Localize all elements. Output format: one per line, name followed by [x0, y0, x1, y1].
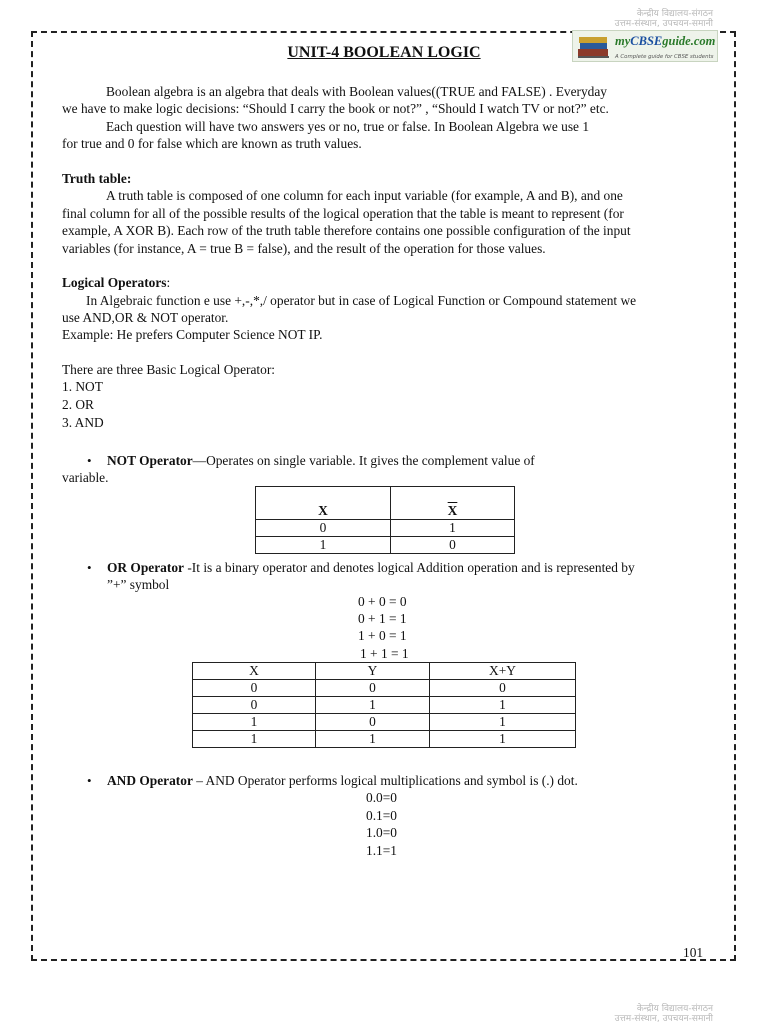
- logo-tagline: A Complete guide for CBSE students: [615, 54, 714, 60]
- logical-operators-heading: [62, 274, 170, 292]
- page-number: 101: [683, 945, 704, 960]
- table-header-row: [193, 663, 576, 680]
- and-equation: 1.0=0: [366, 825, 397, 840]
- table-cell: 0: [316, 714, 430, 731]
- and-operator-name: AND Operator: [107, 773, 193, 788]
- table-cell: 0: [193, 680, 316, 697]
- intro-line-3: Each question will have two answers yes or no, true or false. In Boolean Algebra we use 1: [106, 119, 590, 134]
- or-operator-desc: -It is a binary operator and denotes logical Addition operation and is represented by: [183, 560, 635, 575]
- watermark-top-line2: उत्तम-संस्थान, उपचयन-समानी: [614, 19, 713, 29]
- table-cell: 0: [256, 520, 391, 537]
- or-truth-table: [192, 662, 576, 748]
- watermark-bottom: [560, 1004, 713, 1024]
- page-title: UNIT-4 BOOLEAN LOGIC: [287, 44, 481, 61]
- not-header-x: X: [318, 503, 328, 518]
- logo-brand-suffix: guide.com: [662, 34, 716, 48]
- or-operator-line: [107, 559, 635, 577]
- table-header-cell: [391, 487, 515, 520]
- logical-operators-heading-text: Logical Operators: [62, 275, 167, 290]
- table-row: [256, 520, 515, 537]
- or-bullet: •: [87, 560, 92, 575]
- or-operator-name: OR Operator: [107, 560, 184, 575]
- table-cell: 1: [316, 731, 430, 748]
- truth-table-heading-text: Truth table:: [62, 171, 132, 186]
- and-equation: 1.1=1: [366, 843, 397, 858]
- intro-line-4: for true and 0 for false which are known as truth values.: [62, 136, 362, 151]
- table-row: [193, 697, 576, 714]
- truth-table-line-3: example, A XOR B). Each row of the truth table therefore contains one possible configuration of the input: [62, 223, 631, 238]
- not-truth-table: [255, 486, 515, 554]
- table-row: [256, 537, 515, 554]
- logo-brand-prefix: my: [615, 34, 631, 48]
- logo-brand-main: CBSE: [630, 34, 663, 48]
- table-header-cell: X+Y: [430, 663, 576, 680]
- table-cell: 0: [193, 697, 316, 714]
- truth-table-line-2: final column for all of the possible results of the logical operation that the table is meant to represent (for: [62, 206, 624, 221]
- not-operator-desc: —Operates on single variable. It gives the complement value of: [192, 453, 535, 468]
- table-cell: 0: [391, 537, 515, 554]
- table-cell: 0: [316, 680, 430, 697]
- not-header-x-bar: $\overline{X}$: [447, 503, 458, 518]
- logical-operators-line-3: Example: He prefers Computer Science NOT IP.: [62, 327, 323, 342]
- not-operator-name: NOT Operator: [107, 453, 193, 468]
- watermark-top: [560, 9, 713, 29]
- or-equation: 0 + 0 = 0: [358, 594, 407, 609]
- table-row: [193, 680, 576, 697]
- truth-table-heading: [62, 170, 131, 188]
- operator-list-item: 2. OR: [62, 397, 94, 412]
- not-operator-line: [107, 452, 535, 470]
- table-cell: 1: [430, 731, 576, 748]
- and-operator-desc: – AND Operator performs logical multiplications and symbol is (.) dot.: [192, 773, 578, 788]
- table-cell: 1: [430, 714, 576, 731]
- watermark-bottom-line2: उत्तम-संस्थान, उपचयन-समानी: [614, 1014, 713, 1024]
- operator-list-item: 1. NOT: [62, 379, 103, 394]
- intro-line-2: we have to make logic decisions: “Should I carry the book or not?” , “Should I watch TV or not?” etc.: [62, 101, 609, 116]
- intro-line-1: Boolean algebra is an algebra that deals with Boolean values((TRUE and FALSE) . Everyday: [106, 84, 608, 99]
- table-cell: 1: [193, 731, 316, 748]
- table-row: [193, 714, 576, 731]
- table-header-cell: Y: [316, 663, 430, 680]
- watermark-bottom-line1: केन्द्रीय विद्यालय-संगठन: [636, 1004, 713, 1014]
- and-operator-line: [107, 772, 578, 790]
- logical-operators-colon: :: [166, 275, 171, 290]
- table-cell: 1: [193, 714, 316, 731]
- logical-operators-line-2: use AND,OR & NOT operator.: [62, 310, 229, 325]
- table-cell: 1: [430, 697, 576, 714]
- truth-table-line-4: variables (for instance, A = true B = false), and the result of the operation for those values.: [62, 241, 546, 256]
- table-cell: 1: [316, 697, 430, 714]
- logical-operators-line-1: In Algebraic function e use +,-,*,/ operator but in case of Logical Function or Compound statement we: [86, 293, 637, 308]
- truth-table-line-1: A truth table is composed of one column for each input variable (for example, A and B), and one: [106, 188, 623, 203]
- or-equation: 0 + 1 = 1: [358, 611, 407, 626]
- table-header-cell: [256, 487, 391, 520]
- and-equation: 0.1=0: [366, 808, 397, 823]
- table-row: [193, 731, 576, 748]
- table-cell: 1: [391, 520, 515, 537]
- watermark-top-line1: केन्द्रीय विद्यालय-संगठन: [636, 9, 713, 19]
- table-header-cell: X: [193, 663, 316, 680]
- not-bullet: •: [87, 453, 92, 468]
- table-cell: 0: [430, 680, 576, 697]
- or-equation: 1 + 1 = 1: [360, 646, 409, 661]
- logical-operators-line-4: There are three Basic Logical Operator:: [62, 362, 276, 377]
- or-equation: 1 + 0 = 1: [358, 628, 407, 643]
- operator-list-item: 3. AND: [62, 415, 104, 430]
- table-cell: 1: [256, 537, 391, 554]
- and-equation: 0.0=0: [366, 790, 397, 805]
- not-operator-desc2: variable.: [62, 470, 109, 485]
- or-operator-desc2: ”+” symbol: [107, 577, 170, 592]
- table-header-row: [256, 487, 515, 520]
- and-bullet: •: [87, 773, 92, 788]
